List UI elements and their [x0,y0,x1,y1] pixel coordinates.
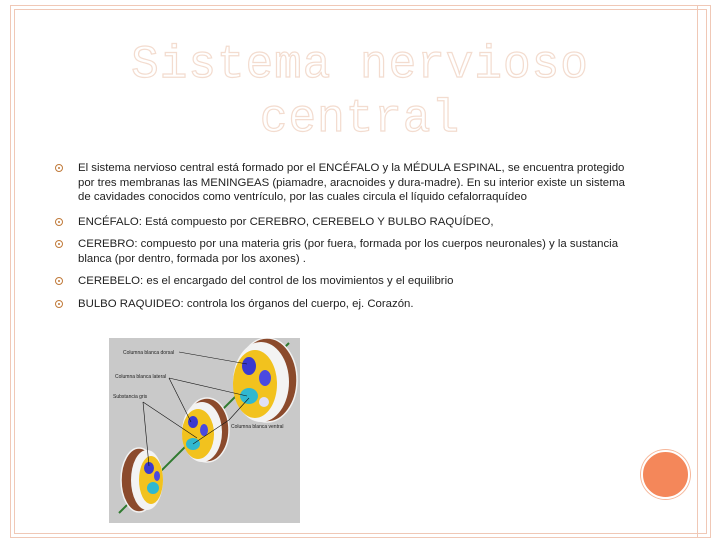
bullet-marker-icon [55,300,63,308]
bullet-item [55,161,630,205]
bullet-text: BULBO RAQUIDEO: controla los órganos del cuerpo, ej. Corazón. [78,297,414,310]
label-columna-dorsal: Columna blanca dorsal [123,350,175,356]
bullet-text: CEREBELO: es el encargado del control de los movimientos y el equilibrio [78,275,454,287]
bullet-item [55,297,630,312]
spinal-section-small [121,448,163,512]
title-line-2: central [259,93,461,145]
bullet-text: El sistema nervioso central está formado por el ENCÉFALO y la MÉDULA ESPINAL, se encuentra protegido por tres membranas las MENINGEAS (piamadre, aracnoides y dura-madre). En su interior existe un sistema de cavidades conocidos como ventrículo, por las cuales circula el líquido cefalorraquídeo [78,162,625,203]
bullet-text: CEREBRO: compuesto por una materia gris (por fuera, formada por los cuerpos neuronales) y la sustancia blanca (por dentro, formada por los axones) . [78,238,619,265]
title-line-1: Sistema nervioso [131,39,589,91]
slide-side-line [697,5,698,538]
bullet-item [55,237,630,266]
bullet-item [55,215,630,230]
bullet-marker-icon [55,240,63,248]
bullet-marker-icon [55,277,63,285]
bullet-text: ENCÉFALO: Está compuesto por CEREBRO, CEREBELO Y BULBO RAQUÍDEO, [78,215,494,228]
bullet-item [55,274,630,289]
bullet-marker-icon [55,218,63,226]
decorative-circle [641,450,690,499]
slide-title [80,38,640,146]
label-columna-lateral: Columna blanca lateral [115,374,167,380]
bullet-marker-icon [55,164,63,172]
spinal-section-middle [182,398,229,462]
bullet-list [55,161,630,311]
spinal-cord-illustration [109,338,300,523]
label-columna-ventral: Columna blanca ventral [231,424,284,430]
label-substancia-gris: Substancia gris [113,394,148,400]
spinal-section-large [233,338,297,422]
